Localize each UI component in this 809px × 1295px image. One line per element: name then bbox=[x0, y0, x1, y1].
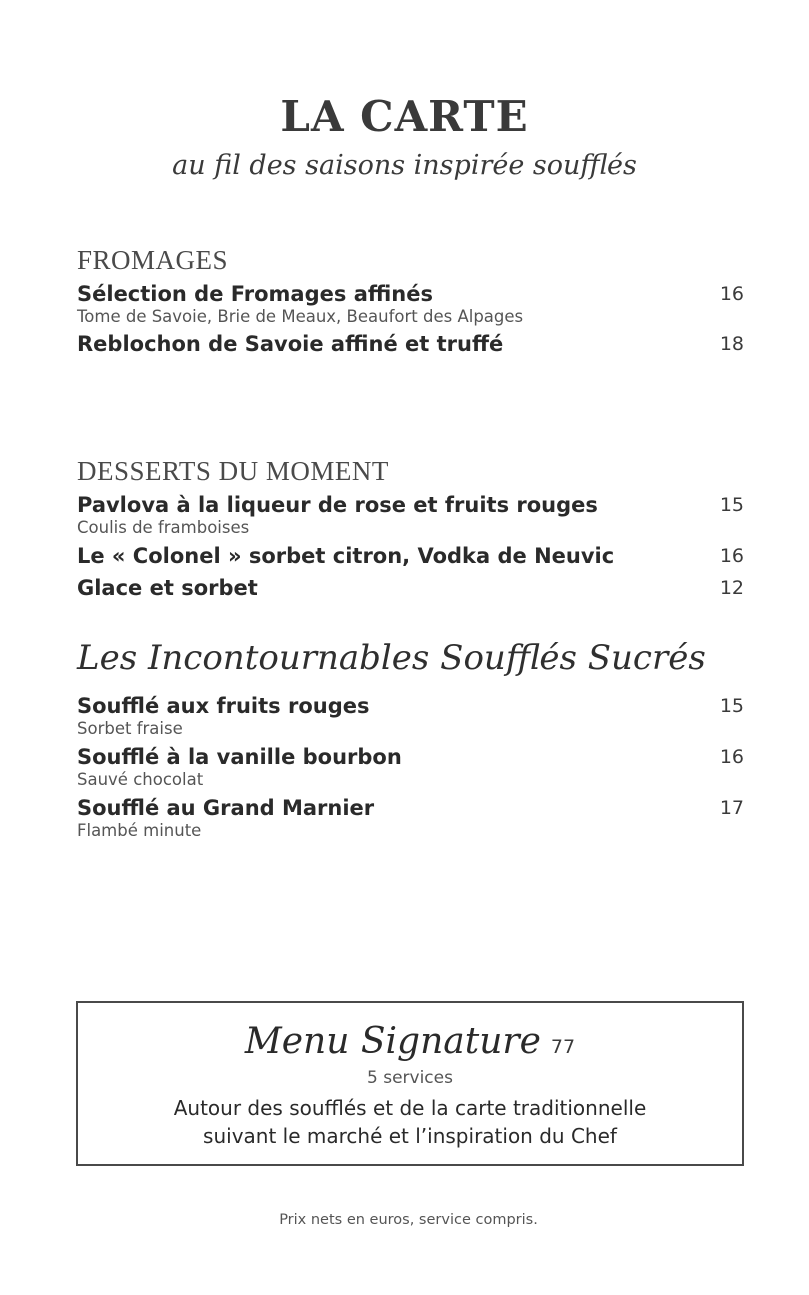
item-price: 18 bbox=[719, 333, 744, 355]
signature-description-line: Autour des soufflés et de la carte traditionnelle bbox=[173, 1096, 647, 1120]
item-name: Soufflé aux fruits rouges bbox=[77, 694, 370, 718]
menu-item bbox=[77, 281, 744, 327]
section-title-souffles: Les Incontournables Soufflés Sucrés bbox=[77, 638, 706, 678]
menu-item bbox=[77, 331, 744, 357]
item-price: 16 bbox=[719, 545, 744, 567]
page-subtitle: au fil des saisons inspirée soufflés bbox=[172, 150, 637, 181]
signature-description bbox=[78, 1094, 742, 1150]
item-price: 15 bbox=[719, 494, 744, 516]
page-title: LA CARTE bbox=[280, 92, 529, 141]
signature-title: Menu Signature bbox=[244, 1021, 541, 1062]
item-price: 12 bbox=[719, 577, 744, 599]
item-price: 16 bbox=[719, 283, 744, 305]
menu-item bbox=[77, 575, 744, 601]
item-name: Soufflé au Grand Marnier bbox=[77, 796, 375, 820]
menu-item bbox=[77, 795, 744, 841]
menu-item bbox=[77, 693, 744, 739]
item-price: 16 bbox=[719, 746, 744, 768]
section-title-fromages: FROMAGES bbox=[77, 245, 229, 275]
item-price: 17 bbox=[719, 797, 744, 819]
section-title-desserts: DESSERTS DU MOMENT bbox=[77, 456, 389, 486]
item-name: Pavlova à la liqueur de rose et fruits rouges bbox=[77, 493, 598, 517]
menu-item bbox=[77, 744, 744, 790]
item-description: Tome de Savoie, Brie de Meaux, Beaufort des Alpages bbox=[77, 307, 524, 326]
signature-subtitle: 5 services bbox=[367, 1068, 453, 1088]
item-name: Sélection de Fromages affinés bbox=[77, 282, 433, 306]
signature-description-line: suivant le marché et l’inspiration du Chef bbox=[203, 1124, 617, 1148]
menu-item bbox=[77, 492, 744, 538]
item-description: Sauvé chocolat bbox=[77, 770, 204, 789]
menu-item bbox=[77, 543, 744, 569]
item-name: Glace et sorbet bbox=[77, 576, 258, 600]
item-name: Soufflé à la vanille bourbon bbox=[77, 745, 402, 769]
signature-menu-box bbox=[76, 1001, 744, 1166]
signature-title-row bbox=[78, 1019, 742, 1071]
item-name: Reblochon de Savoie affiné et truffé bbox=[77, 332, 504, 356]
item-description: Coulis de framboises bbox=[77, 518, 250, 537]
item-description: Sorbet fraise bbox=[77, 719, 183, 738]
item-description: Flambé minute bbox=[77, 821, 202, 840]
item-name: Le « Colonel » sorbet citron, Vodka de Neuvic bbox=[77, 544, 615, 568]
item-price: 15 bbox=[719, 695, 744, 717]
footer-note: Prix nets en euros, service compris. bbox=[279, 1212, 538, 1228]
signature-price: 77 bbox=[550, 1036, 576, 1058]
